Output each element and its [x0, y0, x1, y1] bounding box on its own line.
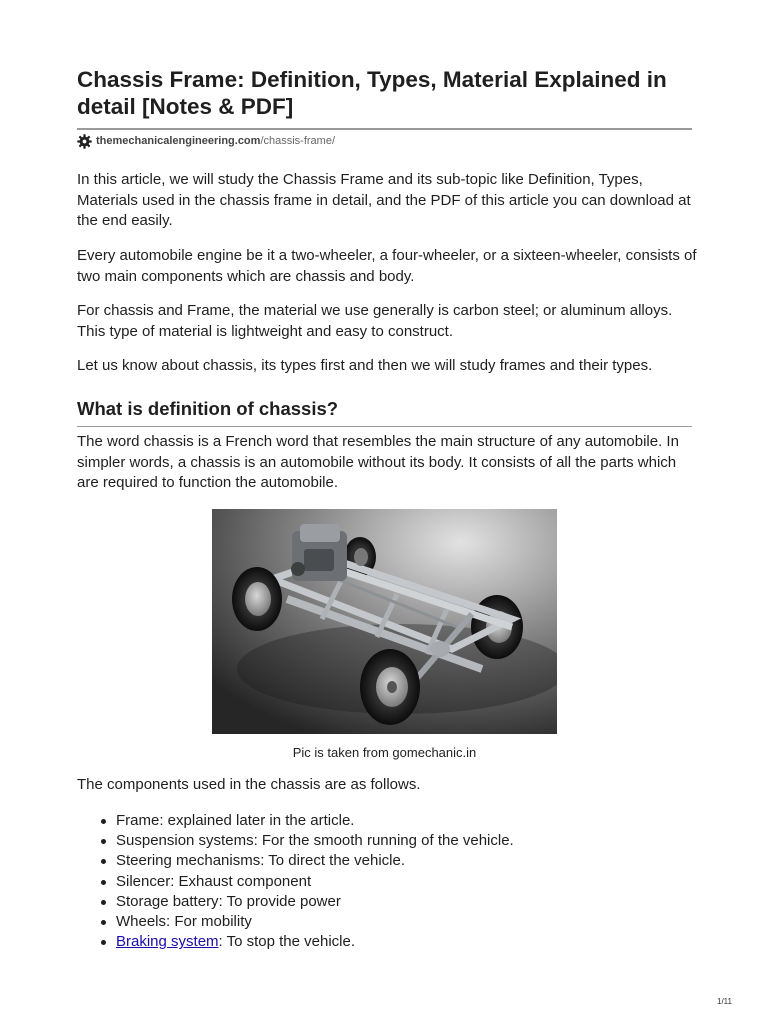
source-path[interactable]: /chassis-frame/ [260, 135, 336, 147]
bullet-icon [101, 819, 106, 824]
components-intro: The components used in the chassis are as follows. [77, 776, 421, 793]
braking-system-link[interactable]: Braking system [116, 933, 219, 951]
section-divider [77, 426, 692, 427]
article-title: Chassis Frame: Definition, Types, Material Explained in detail [Notes & PDF] [77, 67, 667, 119]
figure-caption: Pic is taken from gomechanic.in [292, 745, 477, 760]
list-item-text: Frame: explained later in the article. [116, 812, 355, 829]
list-item-text: Silencer: Exhaust component [116, 872, 312, 890]
chassis-image [212, 509, 557, 734]
material-paragraph: For chassis and Frame, the material we use generally is carbon steel; or aluminum alloys. This type of material is lightweight and easy to construct. [77, 302, 673, 340]
bullet-icon [101, 839, 106, 844]
components-paragraph: Every automobile engine be it a two-wheeler, a four-wheeler, or a sixteen-wheeler, consists of two main components which are chassis and body. [77, 247, 697, 285]
intro-paragraph: In this article, we will study the Chassis Frame and its sub-topic like Definition, Types, Materials used in the chassis frame in detail, and the PDF of this article you can download at the end easily. [77, 171, 691, 229]
list-item [77, 851, 692, 871]
section-heading: What is definition of chassis? [77, 398, 339, 419]
bullet-icon [101, 880, 106, 885]
list-item [77, 932, 692, 952]
page-number: 1/11 [717, 997, 732, 1006]
list-item-text: Wheels: For mobility [116, 913, 252, 931]
components-list [77, 811, 692, 952]
bullet-icon [101, 920, 106, 925]
definition-paragraph: The word chassis is a French word that resembles the main structure of any automobile. In simpler words, a chassis is an automobile without its body. It consists of all the parts which are required to function the automobile. [77, 433, 679, 491]
list-item-text: : To stop the vehicle. [218, 933, 356, 951]
list-item-text: Suspension systems: For the smooth running of the vehicle. [116, 832, 514, 850]
list-item [77, 872, 692, 892]
title-divider [77, 128, 692, 130]
transition-paragraph: Let us know about chassis, its types first and then we will study frames and their types. [77, 357, 653, 374]
list-item [77, 892, 692, 912]
list-item-text: Steering mechanisms: To direct the vehicle. [116, 852, 406, 870]
gear-icon [77, 134, 92, 149]
source-domain[interactable]: themechanicalengineering.com [96, 135, 261, 147]
list-item-text: Storage battery: To provide power [116, 892, 341, 910]
bullet-icon [101, 900, 106, 905]
bullet-icon [101, 859, 106, 864]
list-item [77, 831, 692, 851]
bullet-icon [101, 940, 106, 945]
list-item [77, 912, 692, 932]
source-url[interactable] [77, 133, 335, 149]
list-item [77, 811, 692, 831]
